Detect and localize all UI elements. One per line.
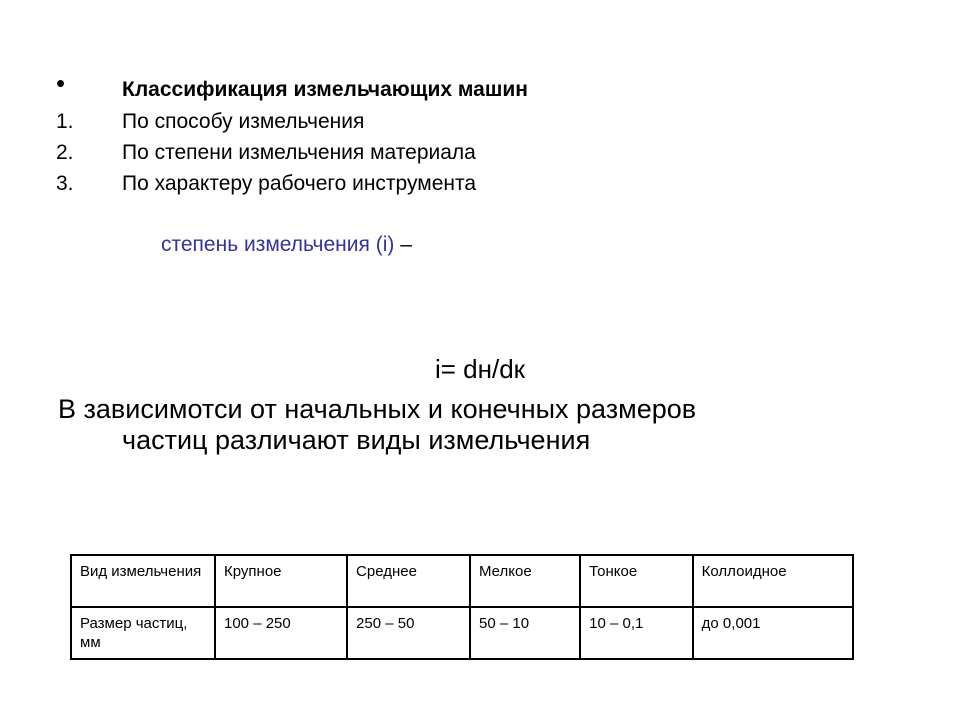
list-item-number: 3. bbox=[56, 172, 74, 195]
table-cell: 10 – 0,1 bbox=[580, 607, 693, 659]
grinding-types-table bbox=[70, 554, 854, 660]
bullet-icon: • bbox=[56, 68, 66, 98]
table-cell: 250 – 50 bbox=[347, 607, 470, 659]
table-cell: 100 – 250 bbox=[215, 607, 347, 659]
table-cell: 50 – 10 bbox=[470, 607, 580, 659]
paragraph bbox=[58, 394, 918, 456]
paragraph-line-1: В зависимотси от начальных и конечных размеров bbox=[58, 394, 697, 424]
table-cell: Размер частиц, мм bbox=[71, 607, 215, 659]
list-item bbox=[56, 172, 756, 198]
table-cell: Вид измельчения bbox=[71, 555, 215, 607]
degree-term: степень измельчения (i) bbox=[161, 233, 395, 256]
heading-text: Классификация измельчающих машин bbox=[122, 78, 528, 101]
heading-line bbox=[56, 68, 756, 102]
degree-definition bbox=[161, 233, 412, 257]
table-cell: Крупное bbox=[215, 555, 347, 607]
table-cell: Среднее bbox=[347, 555, 470, 607]
formula: i= dн/dк bbox=[434, 354, 526, 384]
table-header-row bbox=[71, 555, 853, 607]
list-item-text: По степени измельчения материала bbox=[122, 141, 476, 164]
list-item bbox=[56, 110, 756, 136]
list-item-text: По характеру рабочего инструмента bbox=[122, 172, 477, 195]
table-cell: Тонкое bbox=[580, 555, 693, 607]
table-row bbox=[71, 607, 853, 659]
list-item-number: 1. bbox=[56, 110, 74, 133]
table-cell: Коллоидное bbox=[693, 555, 853, 607]
table-cell: Мелкое bbox=[470, 555, 580, 607]
list-item-text: По способу измельчения bbox=[122, 110, 365, 133]
list-item-number: 2. bbox=[56, 141, 74, 164]
degree-dash: – bbox=[400, 233, 412, 256]
table-cell: до 0,001 bbox=[693, 607, 853, 659]
paragraph-line-2: частиц различают виды измельчения bbox=[122, 425, 591, 455]
list-item bbox=[56, 141, 756, 167]
